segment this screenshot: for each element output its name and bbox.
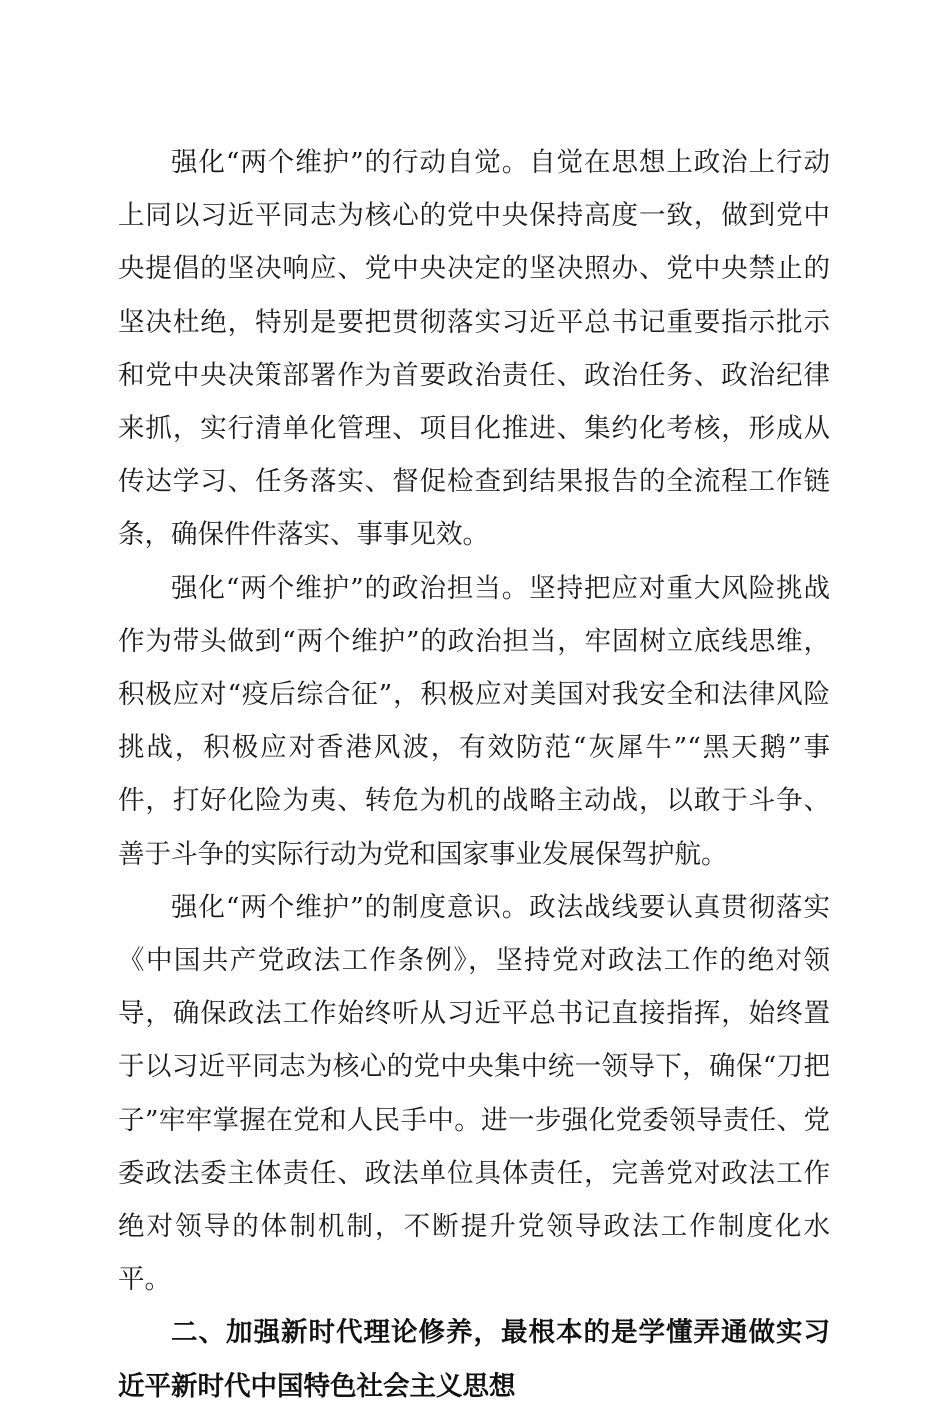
paragraph-political-responsibility: 强化“两个维护”的政治担当。坚持把应对重大风险挑战作为带头做到“两个维护”的政治担当，牢固树立底线思维，积极应对“疫后综合征”，积极应对美国对我安全和法律风险挑战，积极应对香港风波，有效防范“灰犀牛”“黑天鹅”事件，打好化险为夷、转危为机的战略主动战，以敢于斗争、善于斗争的实际行动为党和国家事业发展保驾护航。 <box>118 572 830 870</box>
section-heading: 二、加强新时代理论修养，最根本的是学懂弄通做实习近平新时代中国特色社会主义思想 <box>118 1317 830 1402</box>
paragraph-institutional-awareness: 强化“两个维护”的制度意识。政法战线要认真贯彻落实《中国共产党政法工作条例》，坚持党对政法工作的绝对领导，确保政法工作始终听从习近平总书记直接指挥，始终置于以习近平同志为核心的党中央集中统一领导下，确保“刀把子”牢牢掌握在党和人民手中。进一步强化党委领导责任、党委政法委主体责任、政法单位具体责任，完善党对政法工作绝对领导的体制机制，不断提升党领导政法工作制度化水平。 <box>118 891 830 1296</box>
paragraph-action-consciousness: 强化“两个维护”的行动自觉。自觉在思想上政治上行动上同以习近平同志为核心的党中央保持高度一致，做到党中央提倡的坚决响应、党中央决定的坚决照办、党中央禁止的坚决杜绝，特别是要把贯彻落实习近平总书记重要指示批示和党中央决策部署作为首要政治责任、政治任务、政治纪律来抓，实行清单化管理、项目化推进、集约化考核，形成从传达学习、任务落实、督促检查到结果报告的全流程工作链条，确保件件落实、事事见效。 <box>118 147 830 551</box>
document-body <box>118 136 830 1413</box>
